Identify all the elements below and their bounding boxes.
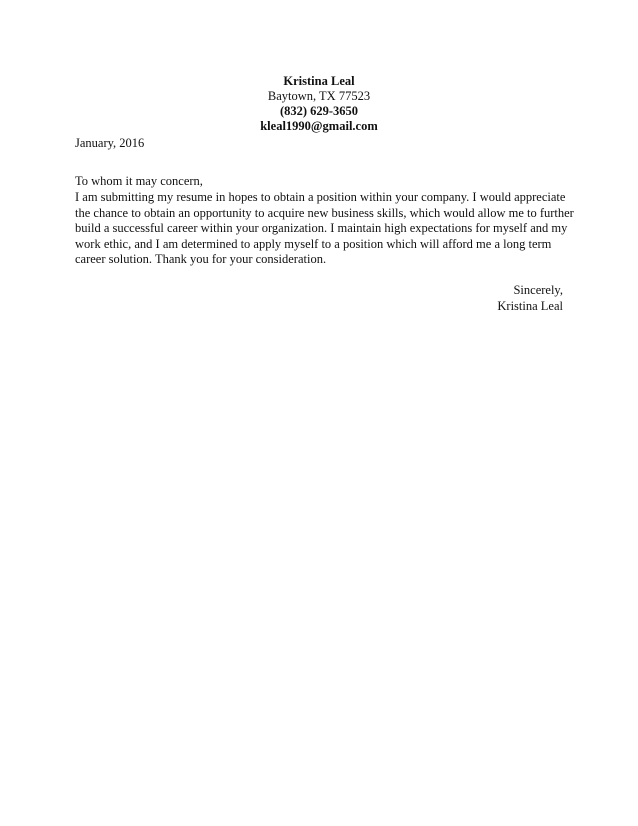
body-line: career solution. Thank you for your consideration. — [75, 252, 327, 266]
letter-header — [0, 74, 638, 134]
signature-name: Kristina Leal — [497, 298, 563, 313]
letter-closing — [497, 283, 563, 314]
letter-body — [75, 190, 574, 268]
sender-email: kleal1990@gmail.com — [260, 119, 378, 133]
letter-salutation: To whom it may concern, — [75, 174, 203, 188]
body-line: I am submitting my resume in hopes to obtain a position within your company. I would appreciate — [75, 190, 566, 204]
sender-phone: (832) 629-3650 — [279, 104, 359, 118]
letter-date: January, 2016 — [75, 136, 145, 150]
closing-phrase: Sincerely, — [513, 283, 563, 297]
body-line: the chance to obtain an opportunity to acquire new business skills, which would allow me to further — [75, 205, 574, 220]
body-line: work ethic, and I am determined to apply myself to a position which will afford me a long term — [75, 236, 552, 251]
sender-name: Kristina Leal — [283, 74, 355, 88]
body-line: build a successful career within your organization. I maintain high expectations for myself and my — [75, 221, 568, 235]
sender-city: Baytown, TX 77523 — [267, 89, 371, 103]
